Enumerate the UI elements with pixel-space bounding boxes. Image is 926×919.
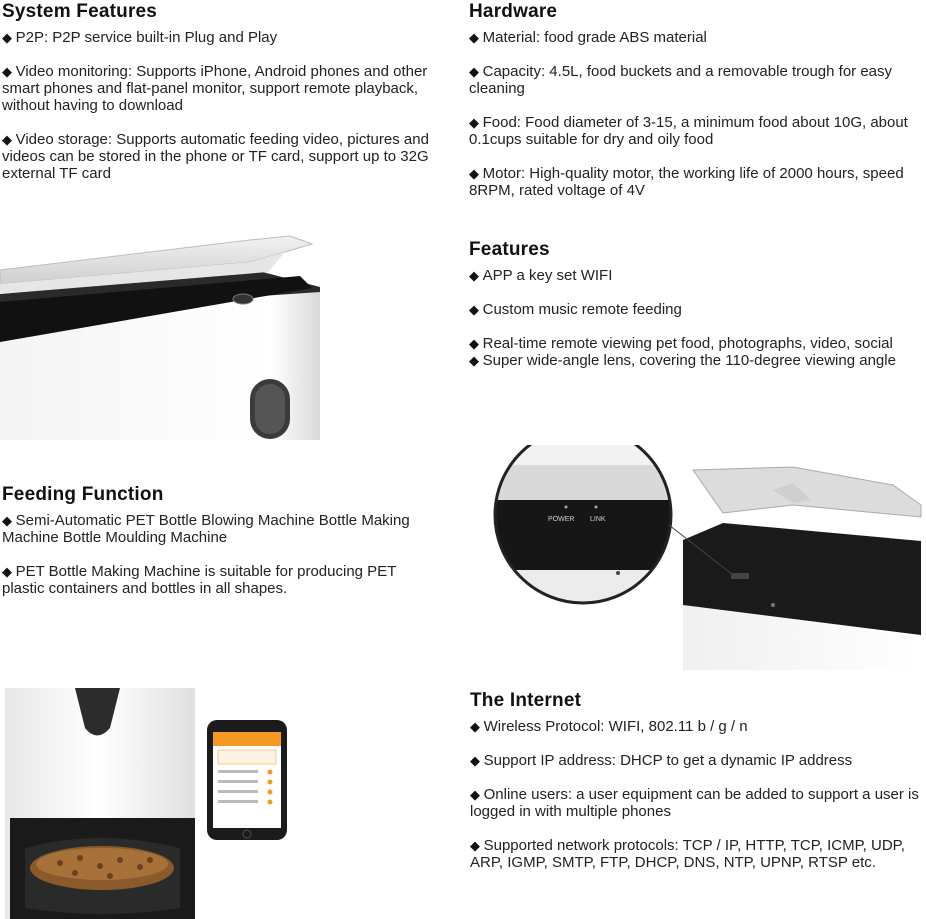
hardware-item: ◆ Capacity: 4.5L, food buckets and a removable trough for easy cleaning — [469, 63, 921, 97]
internet-section — [470, 690, 926, 871]
system-feature-item: ◆ P2P: P2P service built-in Plug and Play — [2, 29, 442, 46]
system-feature-item: ◆ Video storage: Supports automatic feeding video, pictures and videos can be stored in the phone or TF card, support up to 32G external TF card — [2, 131, 442, 182]
features-title: Features — [469, 239, 550, 260]
internet-title: The Internet — [470, 690, 582, 711]
link-label: LINK — [590, 516, 606, 523]
feeding-function-item: ◆ PET Bottle Making Machine is suitable for producing PET plastic containers and bottles in all shapes. — [2, 563, 442, 597]
feature-item: ◆ Custom music remote feeding — [469, 301, 926, 318]
feature-item: ◆ Real-time remote viewing pet food, photographs, video, social — [469, 335, 926, 352]
internet-item: ◆ Wireless Protocol: WIFI, 802.11 b / g / n — [470, 718, 926, 735]
feature-item: ◆ Super wide-angle lens, covering the 110-degree viewing angle — [469, 352, 926, 369]
feeding-function-title: Feeding Function — [2, 484, 164, 505]
hardware-item: ◆ Food: Food diameter of 3-15, a minimum food about 10G, about 0.1cups suitable for dry and oily food — [469, 114, 921, 148]
feature-item: ◆ APP a key set WIFI — [469, 267, 926, 284]
feeding-function-item: ◆ Semi-Automatic PET Bottle Blowing Machine Bottle Making Machine Bottle Moulding Machine — [2, 512, 442, 546]
hardware-title: Hardware — [469, 1, 558, 22]
feeder-closeup-image — [493, 445, 925, 670]
features-section — [469, 239, 926, 369]
system-features-section — [2, 1, 442, 182]
feeding-function-section — [2, 484, 442, 597]
system-features-title: System Features — [2, 1, 158, 22]
feeder-open-lid-image — [0, 232, 330, 440]
hardware-item: ◆ Material: food grade ABS material — [469, 29, 921, 46]
hardware-section — [469, 1, 921, 199]
hardware-item: ◆ Motor: High-quality motor, the working life of 2000 hours, speed 8RPM, rated voltage of 4V — [469, 165, 921, 199]
internet-item: ◆ Support IP address: DHCP to get a dynamic IP address — [470, 752, 926, 769]
system-feature-item: ◆ Video monitoring: Supports iPhone, Android phones and other smart phones and flat-panel monitor, support remote playback, without having to download — [2, 63, 442, 114]
internet-item: ◆ Online users: a user equipment can be added to support a user is logged in with multiple phones — [470, 786, 926, 820]
power-label: POWER — [548, 516, 575, 523]
feeder-bowl-phone-image — [0, 688, 300, 919]
internet-item: ◆ Supported network protocols: TCP / IP, HTTP, TCP, ICMP, UDP, ARP, IGMP, SMTP, FTP, DHCP, DNS, NTP, UPNP, RTSP etc. — [470, 837, 926, 871]
